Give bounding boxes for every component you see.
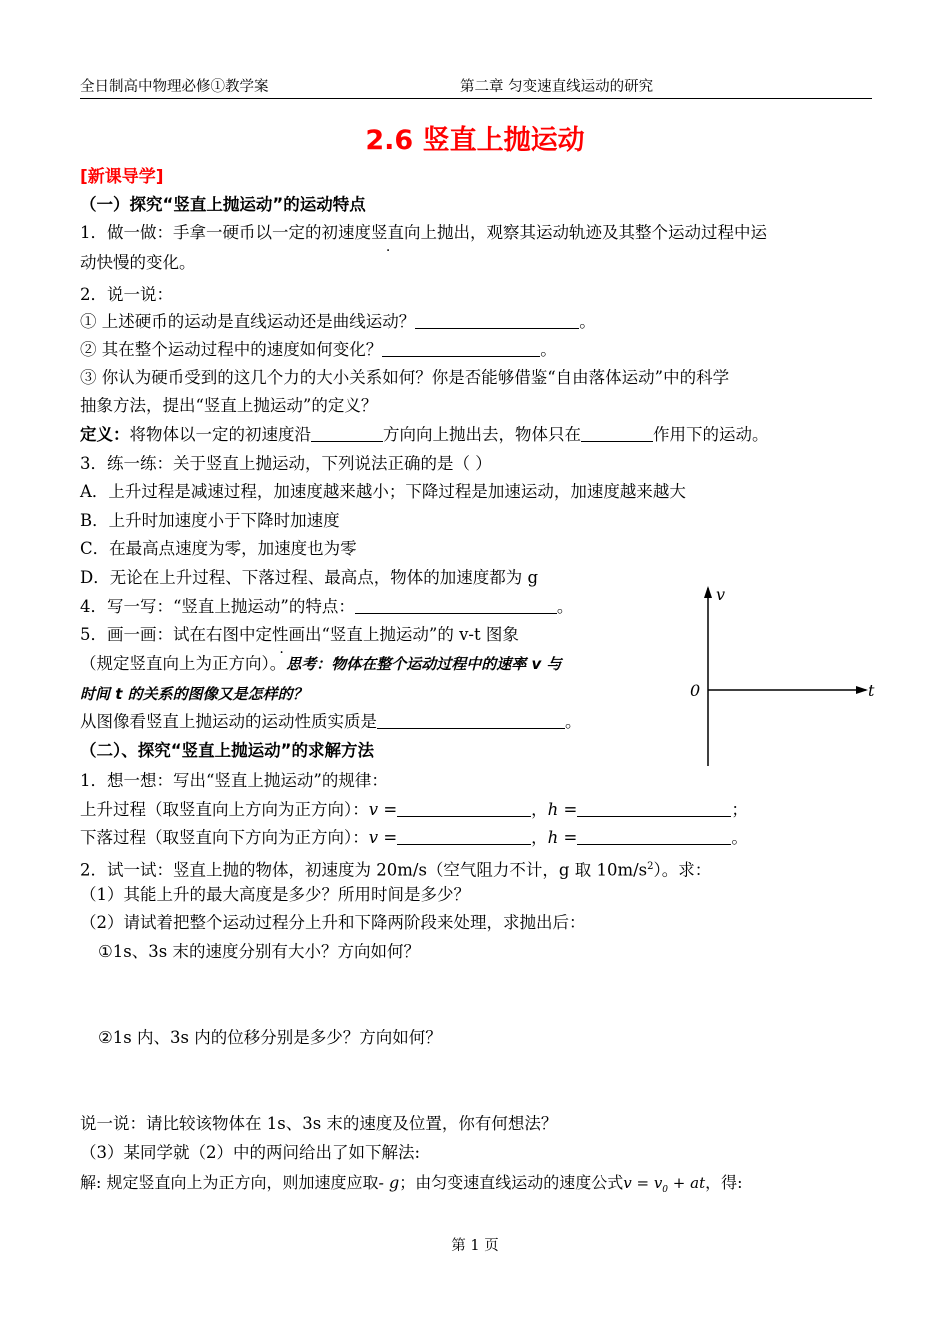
section-tag: [新课导学] <box>80 167 164 187</box>
page-footer: 第 1 页 <box>451 1238 499 1254</box>
think-text-a: 思考：物体在整个运动过程中的速率 v 与 <box>286 655 562 673</box>
answer-blank[interactable] <box>311 424 383 442</box>
option-b: B．上升时加速度小于下降时加速度 <box>80 511 340 530</box>
say-one-say: 说一说：请比较该物体在 1s、3s 末的速度及位置，你有何想法？ <box>80 1114 558 1133</box>
dotted-emphasis: 竖直 <box>371 223 404 242</box>
header-right: 第二章 匀变速直线运动的研究 <box>460 79 654 95</box>
part1-heading: （一）探究“竖直上抛运动”的运动特点 <box>80 195 366 214</box>
answer-blank[interactable] <box>397 827 531 845</box>
q2-c1: ③ 你认为硬币受到的这几个力的大小关系如何？你是否能够借鉴“自由落体运动”中的科学 <box>80 368 730 387</box>
option-d: D．无论在上升过程、下落过程、最高点，物体的加速度都为 g <box>80 568 539 587</box>
answer-blank[interactable] <box>397 799 531 817</box>
dotted-emphasis: 性 <box>272 625 289 644</box>
vt-graph <box>680 580 880 770</box>
q5-line1: 5．画一画：试在右图中定性画出“竖直上抛运动”的 v-t 图象 <box>80 625 519 644</box>
q1-line1: 1．做一做：手拿一硬币以一定的初速度竖直向上抛出，观察其运动轨迹及其整个运动过程中运 <box>80 223 767 242</box>
q4: 4．写一写：“竖直上抛运动”的特点： 。 <box>80 597 574 616</box>
part2-heading: （二）、探究“竖直上抛运动”的求解方法 <box>80 741 374 760</box>
q3: 3．练一练：关于竖直上抛运动，下列说法正确的是（ ） <box>80 454 492 473</box>
v-axis-label: v <box>716 585 726 604</box>
header-left: 全日制高中物理必修①教学案 <box>80 79 269 95</box>
rule-down: 下落过程（取竖直向下方向为正方向）：v = ，h = 。 <box>80 828 748 847</box>
v-axis-arrow <box>704 586 712 598</box>
answer-blank[interactable] <box>415 311 579 329</box>
q5-line2: （规定竖直向上为正方向）。思考：物体在整个运动过程中的速率 v 与 <box>80 654 562 673</box>
t-axis-label: t <box>868 681 875 700</box>
answer-blank[interactable] <box>581 424 653 442</box>
q2-b: ② 其在整个运动过程中的速度如何变化？ 。 <box>80 340 557 359</box>
sub2a: ①1s、3s 末的速度分别有大小？方向如何？ <box>98 942 420 961</box>
answer-blank[interactable] <box>577 799 731 817</box>
page-title: 2.6 竖直上抛运动 <box>365 125 585 156</box>
think-text-b: 时间 t 的关系的图像又是怎样的？ <box>80 685 308 703</box>
answer-blank[interactable] <box>355 596 557 614</box>
q2-c2: 抽象方法，提出“竖直上抛运动”的定义？ <box>80 396 378 415</box>
p2-q2: 2．试一试：竖直上抛的物体，初速度为 20m/s（空气阻力不计，g 取 $10m/s^2$）。求： <box>80 860 712 880</box>
sub3: （3）某同学就（2）中的两问给出了如下解法: <box>80 1143 421 1162</box>
sub2b: ②1s 内、3s 内的位移分别是多少？方向如何？ <box>98 1028 442 1047</box>
rule-up: 上升过程（取竖直向上方向为正方向）：v = ，h = ； <box>80 800 748 819</box>
q5-line4: 从图像看竖直上抛运动的运动性质实质是 。 <box>80 712 582 731</box>
option-a: A．上升过程是减速过程，加速度越来越小；下降过程是加速运动，加速度越来越大 <box>80 482 686 501</box>
sub1: （1）其能上升的最大高度是多少？所用时间是多少？ <box>80 885 470 904</box>
page-header <box>80 78 872 99</box>
sub2: （2）请试着把整个运动过程分上升和下降两阶段来处理，求抛出后： <box>80 913 586 932</box>
answer-blank[interactable] <box>377 711 565 729</box>
definition: 定义：将物体以一定的初速度沿 方向向上抛出去，物体只在 作用下的运动。 <box>80 425 769 444</box>
option-c: C．在最高点速度为零，加速度也为零 <box>80 539 357 558</box>
origin-label: 0 <box>690 681 701 700</box>
q1-line2: 动快慢的变化。 <box>80 253 196 272</box>
answer-blank[interactable] <box>577 827 731 845</box>
q2-label: 2．说一说： <box>80 285 173 304</box>
q2-a: ① 上述硬币的运动是直线运动还是曲线运动？ 。 <box>80 312 596 331</box>
p2-q1: 1．想一想：写出“竖直上抛运动”的规律： <box>80 771 388 790</box>
t-axis-arrow <box>856 686 868 694</box>
answer-blank[interactable] <box>382 339 540 357</box>
solution-line: 解: 规定竖直向上为正方向，则加速度应取- g；由匀变速直线运动的速度公式$v = v_0$ + at，得: <box>80 1173 743 1195</box>
